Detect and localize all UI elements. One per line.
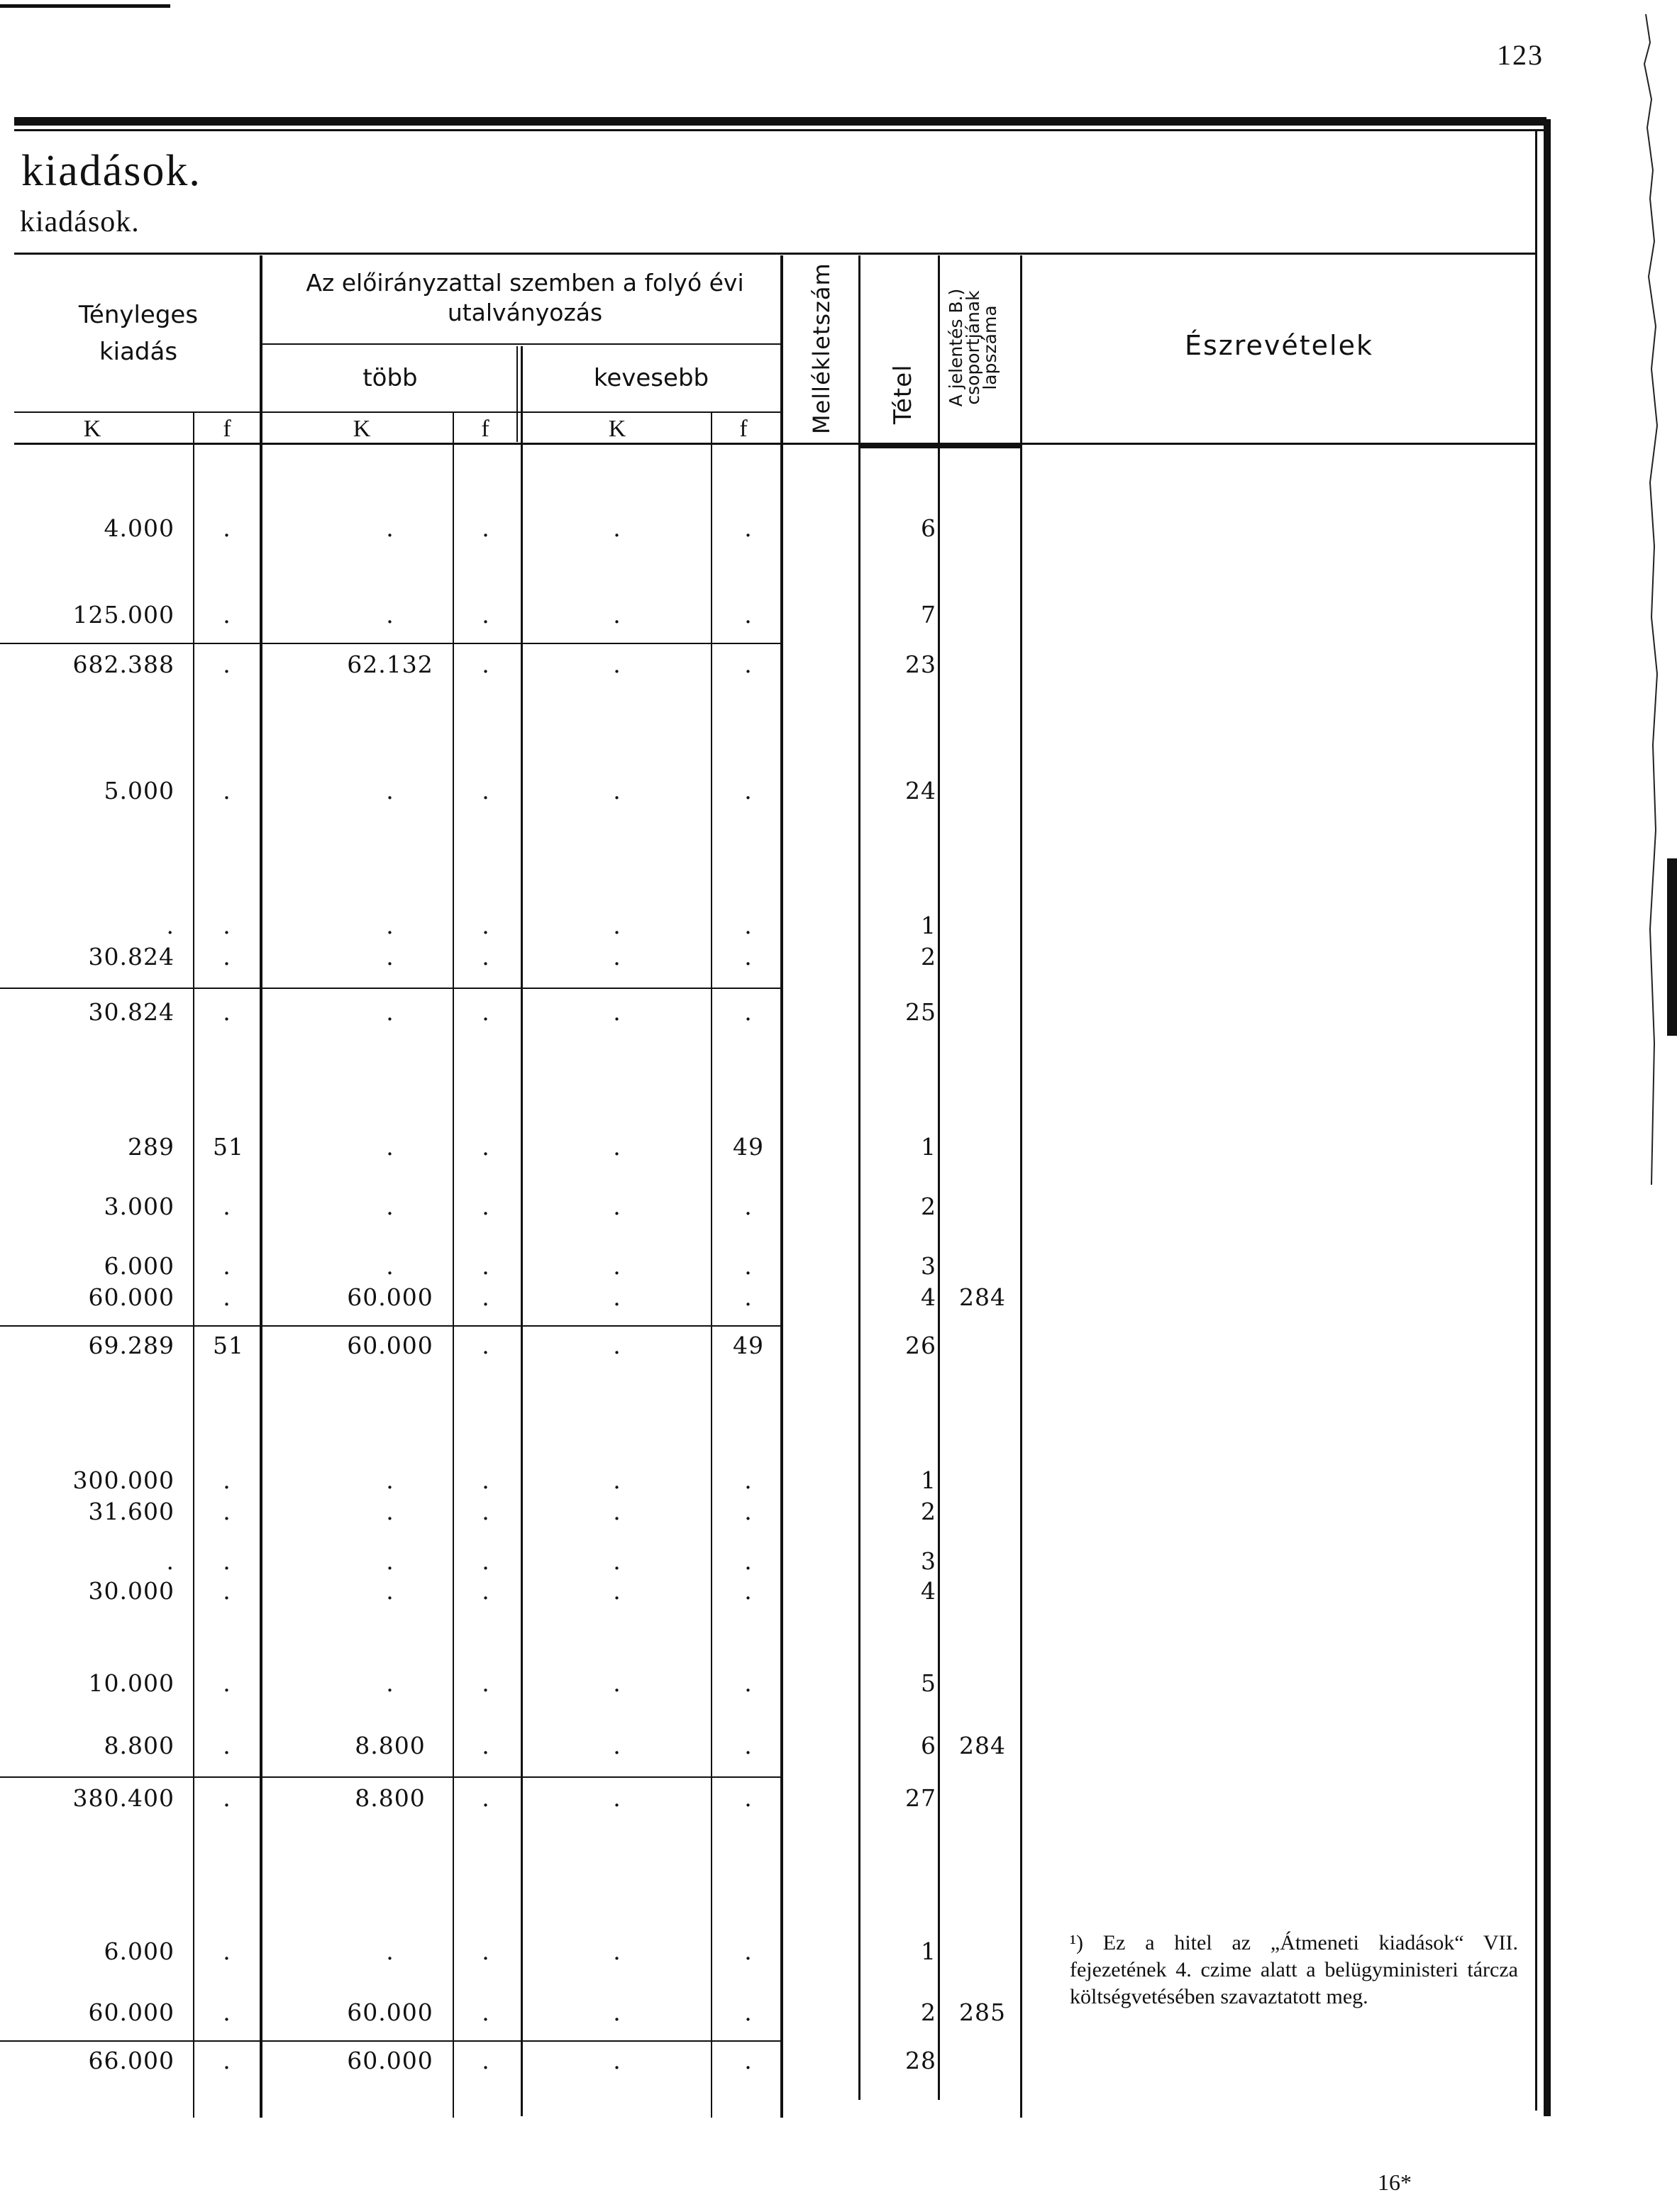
footnote: ¹) Ez a hitel az „Átmeneti kiadások“ VII. fejezetének 4. czime alatt a belügyministeri tárcza költségvetésében szavaztatott meg. [1070,1931,1518,2008]
cell-more-k: . [386,912,394,939]
cell-item: 26 [905,1332,936,1359]
cell-f: . [223,1669,231,1697]
cell-f: . [223,777,231,804]
cell-more-k: 60.000 [347,2047,433,2074]
cell-less-k: . [613,912,621,939]
cell-k: . [166,912,175,939]
cell-more-k: . [386,1193,394,1220]
cell-less-k: . [613,1937,621,1965]
cell-f: . [223,1466,231,1494]
cell-more-f: . [482,1193,490,1220]
cell-f: . [223,1732,231,1759]
cell-f: . [223,651,231,678]
cell-more-f: . [482,1547,490,1575]
col-remarks: Észrevételek [1184,330,1373,361]
col-comparison: Az előirányzattal szemben a folyó évi utalványozás [306,269,744,326]
cell-k: 5.000 [104,777,175,804]
cell-less-k: . [613,1252,621,1280]
cell-k: 300.000 [72,1466,175,1494]
cell-more-f: . [482,998,490,1026]
cell-more-f: . [482,1466,490,1494]
cell-less-f: . [744,777,753,804]
cell-more-f: . [482,1283,490,1311]
table-row [0,1500,1022,1528]
table-row [0,1579,1022,1608]
cell-more-k: 62.132 [347,651,433,678]
signature-mark: 16* [1378,2169,1412,2195]
cell-item: 1 [921,1937,936,1965]
cell-k: 6.000 [104,1937,175,1965]
table-row [0,1285,1022,1314]
cell-more-f: . [482,2047,490,2074]
cell-item: 5 [921,1669,936,1697]
cell-k: 66.000 [88,2047,175,2074]
cell-more-f: . [482,1732,490,1759]
cell-more-k: 60.000 [347,1332,433,1359]
cell-item: 3 [921,1252,936,1280]
col-item: Tétel [889,364,917,424]
cell-f: . [223,514,231,542]
cell-more-k: 60.000 [347,1283,433,1311]
cell-less-f: . [744,1547,753,1575]
cell-less-f: . [744,601,753,629]
cell-f: . [223,1937,231,1965]
cell-less-f: . [744,651,753,678]
cell-k: 30.824 [88,998,175,1026]
table-row [0,1998,1022,2029]
cell-f: . [223,1498,231,1525]
cell-more-k: 8.800 [355,1784,426,1812]
table-row [0,1135,1022,1163]
table-row [0,1195,1022,1223]
cell-item: 2 [921,1193,936,1220]
cell-more-f: . [482,601,490,629]
cell-more-f: . [482,1784,490,1812]
cell-less-f: . [744,2047,753,2074]
cell-less-k: . [613,1283,621,1311]
cell-less-f: . [744,1784,753,1812]
cell-item: 3 [921,1547,936,1575]
cell-more-k: . [386,1133,394,1161]
cell-item: 6 [921,514,936,542]
cell-less-f: 49 [733,1133,764,1161]
cell-k: 60.000 [88,1283,175,1311]
cell-less-k: . [613,1669,621,1697]
cell-item: 24 [905,777,936,804]
cell-less-f: . [744,1193,753,1220]
cell-more-f: . [482,1998,490,2026]
col-more: több [362,364,418,392]
cell-item: 25 [905,998,936,1026]
cell-page: 284 [959,1283,1006,1311]
cell-less-k: . [613,777,621,804]
cell-k: 31.600 [88,1498,175,1525]
subtotal-rule [0,2040,780,2042]
cell-f: 51 [213,1332,244,1359]
cell-f: . [223,601,231,629]
cell-less-f: 49 [733,1332,764,1359]
page-heading-large: kiadások. [21,147,201,195]
cell-item: 4 [921,1577,936,1605]
cell-more-k: . [386,998,394,1026]
cell-less-k: . [613,1332,621,1359]
cell-k: 3.000 [104,1193,175,1220]
col-report-page: A jelentés B.) csoportjának lapszáma [946,288,1000,407]
unit-k-more: K [353,416,371,442]
unit-f-less: f [739,416,748,442]
cell-page: 285 [959,1998,1006,2026]
subtotal-rule [0,643,780,644]
cell-f: . [223,1252,231,1280]
cell-more-k: . [386,1547,394,1575]
cell-less-f: . [744,912,753,939]
cell-f: . [223,1283,231,1311]
cell-f: 51 [213,1133,244,1161]
cell-more-f: . [482,1252,490,1280]
cell-f: . [223,912,231,939]
table-row [0,945,1022,973]
cell-less-f: . [744,1498,753,1525]
cell-item: 6 [921,1732,936,1759]
cell-less-k: . [613,1732,621,1759]
cell-item: 1 [921,912,936,939]
col-actual-expenditure: Tényleges kiadás [78,301,199,366]
cell-k: 8.800 [104,1732,175,1759]
table-row [0,914,1022,942]
subtotal-rule [0,1776,780,1778]
cell-less-k: . [613,1784,621,1812]
cell-f: . [223,2047,231,2074]
page-number: 123 [1497,39,1544,71]
cell-page: 284 [959,1732,1006,1759]
cell-more-k: . [386,1937,394,1965]
cell-k: 69.289 [88,1332,175,1359]
cell-k: . [166,1547,175,1575]
cell-more-f: . [482,1332,490,1359]
cell-less-k: . [613,1133,621,1161]
cell-more-f: . [482,1937,490,1965]
cell-less-f: . [744,998,753,1026]
cell-less-f: . [744,1466,753,1494]
cell-more-k: . [386,1466,394,1494]
table-row [0,603,1022,631]
unit-f-actual: f [223,416,231,442]
cell-f: . [223,998,231,1026]
cell-f: . [223,1577,231,1605]
cell-more-k: 8.800 [355,1732,426,1759]
table-row [0,1786,1022,1815]
cell-less-f: . [744,1732,753,1759]
cell-more-k: . [386,514,394,542]
cell-more-f: . [482,912,490,939]
cell-less-k: . [613,1577,621,1605]
cell-less-k: . [613,1193,621,1220]
cell-f: . [223,1547,231,1575]
cell-k: 4.000 [104,514,175,542]
table-row [0,653,1022,681]
cell-less-k: . [613,1998,621,2026]
table-row [0,1334,1022,1362]
subtotal-rule [0,1325,780,1327]
cell-less-k: . [613,2047,621,2074]
cell-less-k: . [613,998,621,1026]
cell-more-f: . [482,651,490,678]
cell-f: . [223,1998,231,2026]
cell-more-k: . [386,1669,394,1697]
cell-less-f: . [744,1998,753,2026]
cell-less-f: . [744,1252,753,1280]
cell-k: 682.388 [72,651,175,678]
cell-item: 28 [905,2047,936,2074]
table-row [0,779,1022,807]
cell-more-k: . [386,943,394,970]
cell-less-k: . [613,1547,621,1575]
cell-less-f: . [744,514,753,542]
cell-k: 6.000 [104,1252,175,1280]
cell-more-k: . [386,1577,394,1605]
cell-k: 30.824 [88,943,175,970]
cell-item: 1 [921,1466,936,1494]
subtotal-rule [0,988,780,989]
table-row [0,1000,1022,1029]
cell-item: 4 [921,1283,936,1311]
page-heading-small: kiadások. [20,206,140,238]
cell-f: . [223,1784,231,1812]
unit-f-more: f [481,416,489,442]
cell-less-f: . [744,1283,753,1311]
table-row [0,1734,1022,1762]
cell-item: 2 [921,943,936,970]
cell-less-k: . [613,943,621,970]
cell-k: 10.000 [88,1669,175,1697]
cell-more-f: . [482,943,490,970]
unit-k-less: K [608,416,626,442]
torn-margin-decoration [1617,0,1677,1845]
cell-k: 60.000 [88,1998,175,2026]
cell-less-k: . [613,651,621,678]
cell-item: 1 [921,1133,936,1161]
cell-item: 2 [921,1498,936,1525]
cell-more-k: . [386,777,394,804]
cell-more-f: . [482,777,490,804]
col-annex-count: Mellékletszám [808,262,835,434]
cell-more-k: 60.000 [347,1998,433,2026]
cell-item: 23 [905,651,936,678]
cell-more-k: . [386,1252,394,1280]
cell-item: 7 [921,601,936,629]
col-less: kevesebb [593,364,709,392]
unit-k-actual: K [83,416,101,442]
cell-more-f: . [482,1498,490,1525]
cell-more-f: . [482,1133,490,1161]
cell-less-k: . [613,601,621,629]
cell-item: 27 [905,1784,936,1812]
table-row [0,1254,1022,1283]
cell-k: 289 [128,1133,175,1161]
table-row [0,1549,1022,1578]
cell-f: . [223,943,231,970]
cell-k: 380.400 [72,1784,175,1812]
cell-less-f: . [744,1669,753,1697]
cell-more-k: . [386,601,394,629]
cell-k: 125.000 [72,601,175,629]
cell-more-f: . [482,514,490,542]
table-row [0,516,1022,545]
cell-less-k: . [613,514,621,542]
cell-item: 2 [921,1998,936,2026]
cell-more-k: . [386,1498,394,1525]
cell-less-k: . [613,1466,621,1494]
table-row [0,1466,1022,1497]
cell-less-f: . [744,1577,753,1605]
table-row [0,1671,1022,1700]
cell-less-f: . [744,943,753,970]
cell-k: 30.000 [88,1577,175,1605]
table-row [0,1937,1022,1968]
cell-f: . [223,1193,231,1220]
cell-more-f: . [482,1669,490,1697]
cell-more-f: . [482,1577,490,1605]
table-row [0,2049,1022,2077]
cell-less-f: . [744,1937,753,1965]
cell-less-k: . [613,1498,621,1525]
